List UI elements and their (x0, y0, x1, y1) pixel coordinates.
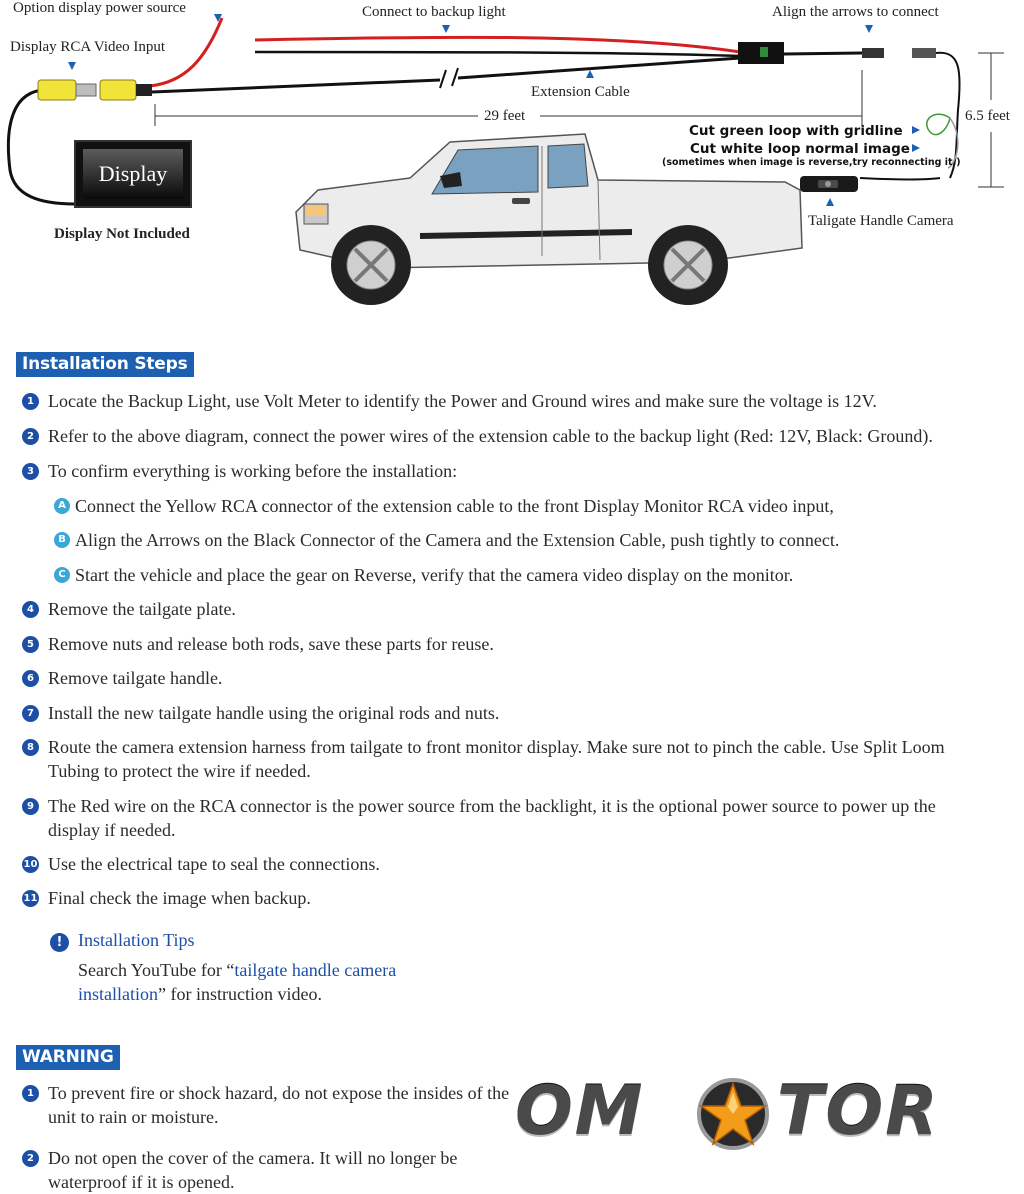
tips-body (78, 958, 458, 1006)
substep-text: Align the Arrows on the Black Connector of the Camera and the Extension Cable, push tightly to connect. (75, 530, 840, 550)
warning-header: WARNING (16, 1045, 120, 1070)
step-text: Refer to the above diagram, connect the power wires of the extension cable to the backup light (Red: 12V, Black: Ground). (48, 426, 933, 446)
step-text: Final check the image when backup. (48, 888, 311, 908)
substep-b (54, 528, 839, 552)
substep-letter-badge: A (54, 498, 70, 514)
tips-alert-icon: ! (50, 933, 69, 952)
display-screen-text: Display (98, 161, 168, 186)
step-1 (22, 389, 877, 413)
step-6 (22, 666, 222, 690)
display-screen (83, 149, 183, 199)
step-9 (22, 794, 967, 842)
connect-backup-label: Connect to backup light (362, 4, 506, 20)
logo-text-left: OM (515, 1072, 645, 1151)
step-text: Locate the Backup Light, use Volt Meter to identify the Power and Ground wires and make sure the voltage is 12V. (48, 391, 877, 411)
step-text: Remove nuts and release both rods, save these parts for reuse. (48, 634, 494, 654)
substep-letter-badge: C (54, 567, 70, 583)
step-text: Remove the tailgate plate. (48, 599, 236, 619)
step-number-badge: 8 (22, 739, 39, 756)
step-4 (22, 597, 236, 621)
step-7 (22, 701, 499, 725)
step-text: Remove tailgate handle. (48, 668, 223, 688)
step-number-badge: 4 (22, 601, 39, 618)
warning-item-2 (22, 1146, 502, 1194)
substep-a (54, 494, 834, 518)
warning-number-badge: 2 (22, 1150, 39, 1167)
step-3 (22, 459, 457, 483)
installation-steps-header: Installation Steps (16, 352, 194, 377)
warning-number-badge: 1 (22, 1085, 39, 1102)
tips-title: Installation Tips (78, 930, 195, 950)
align-arrows-label: Align the arrows to connect (772, 4, 939, 20)
step-11 (22, 886, 311, 910)
substep-letter-badge: B (54, 532, 70, 548)
step-number-badge: 11 (22, 890, 39, 907)
cut-green-text: Cut green loop with gridline (689, 123, 903, 139)
step-number-badge: 5 (22, 636, 39, 653)
warning-item-1 (22, 1081, 527, 1129)
display-not-included-label: Display Not Included (54, 226, 190, 242)
extension-cable-label: Extension Cable (531, 84, 630, 100)
step-text: Use the electrical tape to seal the connections. (48, 854, 380, 874)
step-number-badge: 2 (22, 428, 39, 445)
display-monitor (74, 140, 192, 208)
step-number-badge: 6 (22, 670, 39, 687)
option-power-label: Option display power source (13, 0, 186, 16)
display-rca-label: Display RCA Video Input (10, 39, 166, 55)
step-number-badge: 1 (22, 393, 39, 410)
step-text: Install the new tailgate handle using the original rods and nuts. (48, 703, 500, 723)
step-number-badge: 3 (22, 463, 39, 480)
tips-prefix: Search YouTube for “ (78, 960, 235, 980)
step-8 (22, 735, 972, 783)
cut-white-text: Cut white loop normal image (690, 141, 910, 157)
substep-text: Connect the Yellow RCA connector of the extension cable to the front Display Monitor RCA video input, (75, 496, 834, 516)
step-number-badge: 9 (22, 798, 39, 815)
logo-text-right: TOR (777, 1072, 940, 1151)
logo-star-wheel-icon (693, 1074, 773, 1152)
step-5 (22, 632, 494, 656)
step-10 (22, 852, 380, 876)
substep-text: Start the vehicle and place the gear on Reverse, verify that the camera video display on the monitor. (75, 565, 794, 585)
cut-note-text: (sometimes when image is reverse,try reconnecting it.) (662, 157, 961, 168)
step-text: To confirm everything is working before the installation: (48, 461, 458, 481)
substep-c (54, 563, 793, 587)
step-2 (22, 424, 933, 448)
tailgate-camera (800, 176, 858, 192)
tips-suffix: ” for instruction video. (158, 984, 322, 1004)
warning-text: Do not open the cover of the camera. It will no longer be waterproof if it is opened. (48, 1148, 458, 1192)
warning-text: To prevent fire or shock hazard, do not expose the insides of the unit to rain or moisture. (48, 1083, 510, 1127)
length-29-label: 29 feet (484, 108, 526, 124)
omotor-logo (515, 1072, 1020, 1152)
camera-label: Taligate Handle Camera (808, 213, 954, 229)
step-text: The Red wire on the RCA connector is the power source from the backlight, it is the optional power source to power up the display if needed. (48, 796, 936, 840)
tips-search-term-link[interactable]: tailgate handle camera installation (78, 960, 397, 1004)
step-text: Route the camera extension harness from tailgate to front monitor display. Make sure not to pinch the cable. Use Split Loom Tubing to protect the wire if needed. (48, 737, 945, 781)
step-number-badge: 7 (22, 705, 39, 722)
length-6-5-label: 6.5 feet (965, 108, 1010, 124)
step-number-badge: 10 (22, 856, 39, 873)
